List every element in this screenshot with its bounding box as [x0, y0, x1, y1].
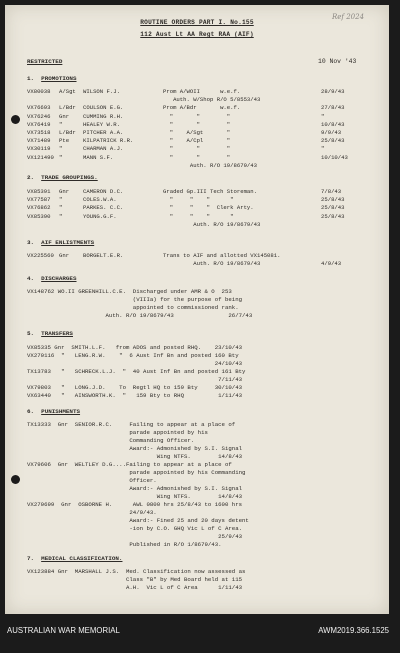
- order-line: Award:- Admonished by S.I. Signal: [27, 485, 243, 492]
- row-rank: L/Bdr: [59, 104, 76, 112]
- order-line: 25/9/43: [27, 533, 243, 540]
- order-line: VX79606 Gnr WELTLEY D.G....Failing to appear at a place of: [27, 461, 232, 468]
- section-promotions-heading: 1. PROMOTIONS: [27, 75, 77, 82]
- row-date: 25/8/43: [321, 196, 345, 204]
- order-line: Award:- Admonished by S.I. Signal: [27, 445, 243, 452]
- row-date: 10/8/43: [321, 120, 345, 128]
- row-date: 7/8/43: [321, 188, 342, 195]
- row-no: VX76419: [27, 120, 51, 128]
- row-no: VX85390: [27, 212, 51, 220]
- document-date: 10 Nov '43: [318, 58, 357, 65]
- row-detail: " " " ": [163, 212, 234, 220]
- classification-label: RESTRICTED: [27, 58, 63, 65]
- section-medical-heading: 7. MEDICAL CLASSIFICATION.: [27, 555, 123, 562]
- row-date: 10/10/43: [321, 153, 348, 161]
- row-name: CAMERON D.C.: [83, 188, 124, 195]
- order-line: VX123884 Gnr MARSHALL J.S. Med. Classification now assessed as: [27, 568, 246, 575]
- order-line: VX270699 Gnr OSBORNE H. AWL 0800 hrs 25/8/43 to 1600 hrs: [27, 501, 243, 508]
- row-no: VX73518: [27, 129, 51, 136]
- row-detail: Auth. W/Shop R/O 5/8553/43: [163, 96, 261, 104]
- order-line: Class "B" by Med Board held at 115: [27, 576, 243, 583]
- row-date: 4/9/43: [321, 260, 342, 268]
- order-line: TX13783 " SCHRECK.L.J. " 40 Aust Inf Bn and posted 161 Bty: [27, 368, 246, 375]
- row-detail: " " " ": [163, 196, 234, 204]
- row-rank: Pte: [59, 137, 70, 145]
- row-name: COLES.W.A.: [83, 196, 117, 204]
- row-date: 9/9/43: [321, 129, 342, 136]
- row-rank: A/Sgt: [59, 88, 76, 95]
- order-line: VX79803 " LONG.J.D. To Regtl HQ to 159 Bty 30/10/43: [27, 384, 243, 391]
- row-detail: " " " Clerk Arty.: [163, 204, 254, 212]
- order-line: 24/9/43.: [27, 509, 157, 516]
- row-no: VX225560: [27, 252, 54, 259]
- row-no: VX30119: [27, 145, 51, 153]
- unit-title: 112 Aust Lt AA Regt RAA (AIF): [140, 31, 254, 38]
- order-line: parade appointed by his: [27, 429, 208, 436]
- row-date: ": [321, 112, 325, 120]
- order-line: 7/11/43: [27, 376, 243, 383]
- row-date: 25/8/43: [321, 137, 345, 145]
- punch-hole: [11, 475, 20, 484]
- order-line: -ion by C.O. GHQ Vic L of C Area.: [27, 525, 243, 532]
- order-line: TX13333 Gnr SENIOR.R.C. Failing to appear at a place of: [27, 421, 236, 428]
- archive-source: AUSTRALIAN WAR MEMORIAL: [7, 626, 120, 635]
- order-line: (VIIIa) for the purpose of being: [27, 296, 243, 303]
- row-no: VX71489: [27, 137, 51, 145]
- row-name: BORGELT.E.R.: [83, 252, 124, 259]
- row-detail: " " ": [163, 112, 231, 120]
- order-line: Auth. R/O 19/8679/43 26/7/43: [27, 312, 253, 319]
- order-line: VX63440 " AINSWORTH.K. " 159 Bty to RHQ 1/11/43: [27, 392, 243, 399]
- order-line: Award:- Fined 25 and 20 days detent: [27, 517, 249, 524]
- order-line: VX85335 Gnr SMITH.L.F. from ADOS and posted RHQ. 23/10/43: [27, 344, 243, 351]
- order-line: Wing NTFS. 14/8/43: [27, 453, 243, 460]
- row-no: VX76246: [27, 112, 51, 120]
- row-date: 27/8/43: [321, 104, 345, 112]
- row-name: CHARMAN A.J.: [83, 145, 124, 153]
- archive-accession-number: AWM2019.366.1525: [318, 626, 389, 635]
- row-detail: Auth. R/O 19/8679/43: [163, 161, 257, 169]
- row-name: CUMMING R.H.: [83, 112, 124, 120]
- row-rank: ": [59, 153, 63, 161]
- document-page: [5, 5, 389, 614]
- row-date: 28/9/43: [321, 88, 345, 95]
- order-line: Commanding Officer.: [27, 437, 195, 444]
- row-detail: Auth. R/O 19/8679/43: [163, 220, 261, 228]
- row-name: WILSON F.J.: [83, 88, 120, 95]
- row-no: VX76862: [27, 204, 51, 212]
- row-name: PITCHER A.A.: [83, 129, 124, 136]
- row-detail: Prom A/Bdr w.e.f.: [163, 104, 241, 112]
- row-date: ": [321, 145, 325, 153]
- row-detail: " " ": [163, 145, 231, 153]
- section-discharges-heading: 4. DISCHARGES: [27, 275, 77, 282]
- row-name: COULSON E.G.: [83, 104, 124, 112]
- section-punishments-heading: 6. PUNISHMENTS: [27, 408, 81, 415]
- row-detail: " A/Cpl ": [163, 137, 231, 145]
- row-name: HEALEY W.R.: [83, 120, 120, 128]
- row-rank: Gnr: [59, 188, 70, 195]
- order-line: appointed to commissioned rank.: [27, 304, 239, 311]
- document-title: ROUTINE ORDERS PART I. No.155: [140, 19, 254, 26]
- row-no: VX85391: [27, 188, 51, 195]
- row-date: 25/8/43: [321, 212, 345, 220]
- row-detail: Auth. R/O 19/8679/43: [163, 260, 261, 268]
- row-rank: L/Bdr: [59, 129, 76, 136]
- order-line: VX270116 " LENG.R.W. " 6 Aust Inf Bn and posted 160 Bty: [27, 352, 239, 359]
- order-line: Published in R/O 1/8679/43.: [27, 541, 222, 548]
- order-line: 24/10/43: [27, 360, 243, 367]
- row-rank: ": [59, 145, 63, 153]
- row-no: VX76693: [27, 104, 51, 112]
- order-line: A.H. Vic L of C Area 1/11/43: [27, 584, 243, 591]
- row-detail: Graded Gp.III Tech Storeman.: [163, 188, 257, 195]
- order-line: Officer.: [27, 477, 157, 484]
- row-rank: ": [59, 204, 63, 212]
- row-date: 25/8/43: [321, 204, 345, 212]
- row-rank: Gnr: [59, 112, 70, 120]
- handwritten-reference: Ref 2024: [332, 13, 365, 21]
- row-no: VX77587: [27, 196, 51, 204]
- row-rank: ": [59, 212, 63, 220]
- section-transfers-heading: 5. TRANSFERS: [27, 330, 73, 337]
- section-trade-heading: 2. TRADE GROUPINGS.: [27, 174, 98, 181]
- row-detail: " A/Sgt ": [163, 129, 231, 136]
- row-detail: Trans to AIF and allotted VX145081.: [163, 252, 281, 259]
- row-detail: " " ": [163, 153, 231, 161]
- section-aif-heading: 3. AIF ENLISTMENTS: [27, 239, 95, 246]
- row-rank: ": [59, 196, 63, 204]
- order-line: parade appointed by his Commanding: [27, 469, 246, 476]
- row-no: VX121490: [27, 153, 54, 161]
- row-no: VX80038: [27, 88, 51, 95]
- row-name: PARKES. C.C.: [83, 204, 124, 212]
- row-detail: " " ": [163, 120, 231, 128]
- order-line: Wing NTFS. 14/8/43: [27, 493, 243, 500]
- row-name: MANN S.F.: [83, 153, 114, 161]
- archive-footer: [0, 615, 400, 653]
- row-name: YOUNG.G.F.: [83, 212, 117, 220]
- row-detail: Prom A/WOII w.e.f.: [163, 88, 241, 95]
- row-rank: ": [59, 120, 63, 128]
- punch-hole: [11, 115, 20, 124]
- row-name: KILPATRICK R.R.: [83, 137, 134, 145]
- order-line: VX148762 WO.II GREENHILL.C.E. Discharged under AMR & O 253: [27, 288, 232, 295]
- row-rank: Gnr: [59, 252, 70, 259]
